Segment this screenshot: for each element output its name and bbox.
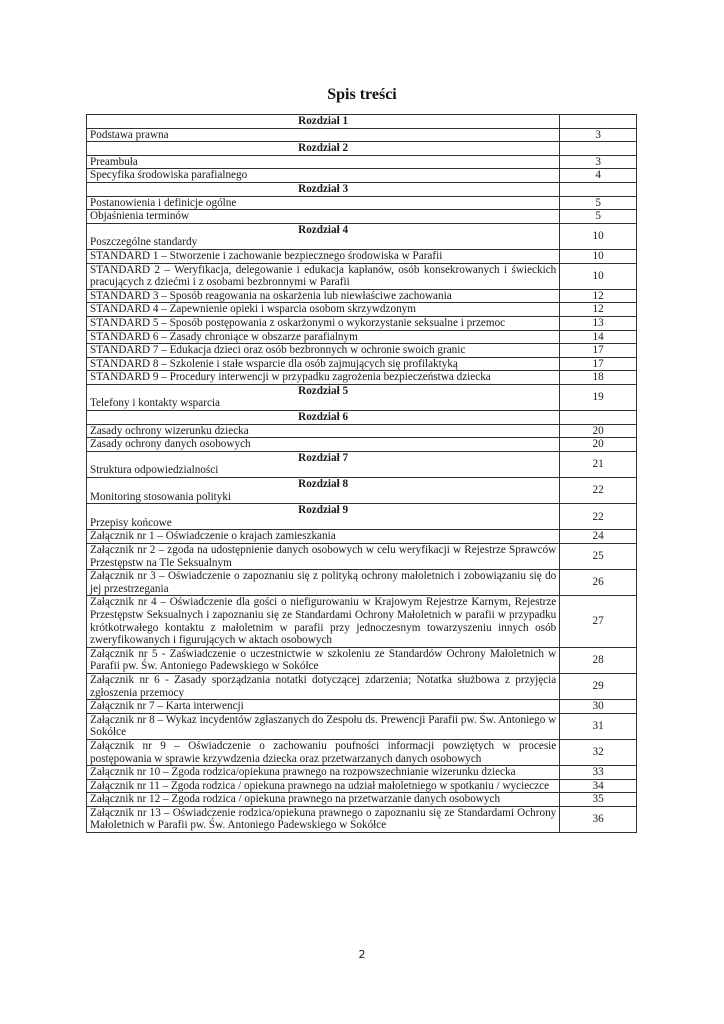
chapter-heading: Rozdział 2 — [87, 142, 560, 156]
toc-page-number: 19 — [560, 384, 637, 410]
toc-entry-row — [87, 196, 637, 210]
chapter-heading: Rozdział 7 — [298, 451, 349, 464]
toc-page-number: 32 — [560, 739, 637, 765]
toc-entry-row — [87, 128, 637, 142]
toc-chapter-row — [87, 182, 637, 196]
toc-entry-row — [87, 357, 637, 371]
toc-entry-title: Struktura odpowiedzialności — [90, 464, 219, 477]
toc-entry-row — [87, 713, 637, 739]
toc-chapter-row — [87, 142, 637, 156]
toc-entry-row — [87, 596, 637, 647]
toc-entry-title: Podstawa prawna — [87, 128, 560, 142]
toc-chapter-row — [87, 504, 637, 530]
toc-page-number — [560, 115, 637, 129]
chapter-cell — [87, 223, 560, 249]
chapter-cell — [87, 478, 560, 504]
toc-entry-row — [87, 700, 637, 714]
toc-entry-title: Załącznik nr 2 – zgoda na udostępnienie danych osobowych w celu weryfikacji w Rejestrze Sprawców Przestępstw na Tle Seksualnym — [87, 544, 560, 570]
toc-entry-row — [87, 249, 637, 263]
toc-page-number: 10 — [560, 249, 637, 263]
toc-entry-title: Załącznik nr 11 – Zgoda rodzica / opiekuna prawnego na udział małoletniego w spotkaniu / wycieczce — [87, 779, 560, 793]
toc-page-number: 4 — [560, 169, 637, 183]
chapter-heading: Rozdział 1 — [87, 115, 560, 129]
toc-chapter-row — [87, 115, 637, 129]
toc-entry-row — [87, 793, 637, 807]
toc-entry-title: Poszczególne standardy — [90, 236, 198, 249]
toc-page-number: 29 — [560, 673, 637, 699]
toc-entry-title: Specyfika środowiska parafialnego — [87, 169, 560, 183]
toc-body — [87, 115, 637, 833]
chapter-cell — [87, 451, 560, 477]
toc-page-number: 22 — [560, 504, 637, 530]
chapter-heading: Rozdział 5 — [298, 384, 349, 397]
toc-page-number: 12 — [560, 303, 637, 317]
toc-page-number: 27 — [560, 596, 637, 647]
toc-entry-row — [87, 779, 637, 793]
toc-entry-row — [87, 169, 637, 183]
chapter-heading: Rozdział 6 — [87, 411, 560, 425]
toc-entry-title: Preambuła — [87, 155, 560, 169]
toc-entry-row — [87, 303, 637, 317]
toc-chapter-row — [87, 411, 637, 425]
toc-entry-row — [87, 673, 637, 699]
toc-entry-title: STANDARD 4 – Zapewnienie opieki i wsparcia osobom skrzywdzonym — [87, 303, 560, 317]
toc-entry-row — [87, 424, 637, 438]
toc-entry-title: Załącznik nr 1 – Oświadczenie o krajach zamieszkania — [87, 530, 560, 544]
toc-entry-row — [87, 806, 637, 832]
toc-entry-title: Załącznik nr 3 – Oświadczenie o zapoznaniu się z polityką ochrony małoletnich i zobowiązaniu się do jej przestrzegania — [87, 570, 560, 596]
toc-page-number: 20 — [560, 424, 637, 438]
toc-page-number: 17 — [560, 344, 637, 358]
toc-entry-row — [87, 344, 637, 358]
toc-page-number: 12 — [560, 289, 637, 303]
chapter-heading: Rozdział 4 — [298, 223, 349, 236]
toc-entry-row — [87, 330, 637, 344]
toc-entry-title: Załącznik nr 8 – Wykaz incydentów zgłaszanych do Zespołu ds. Prewencji Parafii pw. Św. Antoniego w Sokółce — [87, 713, 560, 739]
toc-page-number: 33 — [560, 766, 637, 780]
toc-entry-row — [87, 570, 637, 596]
page-title: Spis treści — [327, 86, 397, 103]
toc-chapter-row — [87, 478, 637, 504]
toc-entry-row — [87, 766, 637, 780]
toc-page-number: 24 — [560, 530, 637, 544]
toc-page-number: 35 — [560, 793, 637, 807]
toc-entry-title: Zasady ochrony danych osobowych — [87, 438, 560, 452]
toc-entry-title: Telefony i kontakty wsparcia — [90, 397, 221, 410]
toc-entry-row — [87, 530, 637, 544]
toc-page-number: 22 — [560, 478, 637, 504]
toc-entry-title: Załącznik nr 12 – Zgoda rodzica / opiekuna prawnego na przetwarzanie danych osobowych — [87, 793, 560, 807]
toc-entry-row — [87, 647, 637, 673]
toc-entry-title: Załącznik nr 13 – Oświadczenie rodzica/opiekuna prawnego o zapoznaniu się ze Standardami Ochrony Małoletnich w Parafii pw. Św. Antoniego Padewskiego w Sokółce — [87, 806, 560, 832]
toc-entry-title: STANDARD 1 – Stworzenie i zachowanie bezpiecznego środowiska w Parafii — [87, 249, 560, 263]
toc-page-number: 3 — [560, 155, 637, 169]
toc-page-number: 18 — [560, 371, 637, 385]
toc-entry-title: STANDARD 8 – Szkolenie i stałe wsparcie dla osób zajmujących się profilaktyką — [87, 357, 560, 371]
toc-page-number — [560, 411, 637, 425]
chapter-heading: Rozdział 9 — [298, 504, 349, 517]
page-number: 2 — [358, 948, 366, 961]
toc-entry-title: Monitoring stosowania polityki — [90, 490, 232, 503]
toc-page-number: 25 — [560, 544, 637, 570]
toc-entry-title: Załącznik nr 6 - Zasady sporządzania notatki dotyczącej zdarzenia; Notatka służbowa z przyjęcia zgłoszenia przemocy — [87, 673, 560, 699]
toc-entry-title: STANDARD 3 – Sposób reagowania na oskarżenia lub niewłaściwe zachowania — [87, 289, 560, 303]
toc-page-number: 10 — [560, 263, 637, 289]
toc-entry-title: STANDARD 9 – Procedury interwencji w przypadku zagrożenia bezpieczeństwa dziecka — [87, 371, 560, 385]
chapter-cell — [87, 504, 560, 530]
toc-entry-title: Załącznik nr 5 - Zaświadczenie o uczestnictwie w szkoleniu ze Standardów Ochrony Małoletnich w Parafii pw. Św. Antoniego Padewskiego w Sokółce — [87, 647, 560, 673]
toc-page-number: 26 — [560, 570, 637, 596]
toc-page-number: 28 — [560, 647, 637, 673]
toc-page-number — [560, 182, 637, 196]
toc-entry-row — [87, 155, 637, 169]
toc-entry-row — [87, 289, 637, 303]
toc-entry-row — [87, 263, 637, 289]
toc-entry-row — [87, 316, 637, 330]
chapter-heading: Rozdział 8 — [298, 478, 349, 491]
toc-page-number: 30 — [560, 700, 637, 714]
toc-entry-title: STANDARD 6 – Zasady chroniące w obszarze parafialnym — [87, 330, 560, 344]
toc-entry-title: Przepisy końcowe — [90, 516, 172, 529]
toc-page-number: 21 — [560, 451, 637, 477]
toc-entry-title: Załącznik nr 7 – Karta interwencji — [87, 700, 560, 714]
toc-page-number: 34 — [560, 779, 637, 793]
toc-page-number: 3 — [560, 128, 637, 142]
toc-page-number: 31 — [560, 713, 637, 739]
toc-entry-row — [87, 739, 637, 765]
toc-page-number: 13 — [560, 316, 637, 330]
toc-entry-row — [87, 438, 637, 452]
toc-entry-title: STANDARD 2 – Weryfikacja, delegowanie i edukacja kapłanów, osób konsekrowanych i świeckich pracujących z dziećmi i z osobami bezbronnymi w Parafii — [87, 263, 560, 289]
toc-entry-title: Objaśnienia terminów — [87, 210, 560, 224]
toc-page-number: 10 — [560, 223, 637, 249]
toc-entry-title: STANDARD 5 – Sposób postępowania z oskarżonymi o wykorzystanie seksualne i przemoc — [87, 316, 560, 330]
chapter-cell — [87, 384, 560, 410]
toc-chapter-row — [87, 384, 637, 410]
toc-entry-title: STANDARD 7 – Edukacja dzieci oraz osób bezbronnych w ochronie swoich granic — [87, 344, 560, 358]
toc-page-number: 17 — [560, 357, 637, 371]
chapter-heading: Rozdział 3 — [87, 182, 560, 196]
toc-chapter-row — [87, 223, 637, 249]
toc-entry-row — [87, 371, 637, 385]
toc-entry-row — [87, 544, 637, 570]
table-of-contents — [86, 114, 637, 833]
toc-page-number: 20 — [560, 438, 637, 452]
toc-entry-title: Zasady ochrony wizerunku dziecka — [87, 424, 560, 438]
toc-entry-title: Załącznik nr 4 – Oświadczenie dla gości o niefigurowaniu w Krajowym Rejestrze Karnym, Rejestrze Przestępstw Seksualnych i zapoznaniu się ze Standardami Ochrony Małoletnich w parafii w przypadku krótkotrwałego kontaktu z małoletnim w parafii przy jednoczesnym towarzyszeniu innych osób zweryfikowanych i figurujących w aktach osobowych — [87, 596, 560, 647]
toc-page-number: 5 — [560, 210, 637, 224]
toc-entry-row — [87, 210, 637, 224]
toc-entry-title: Załącznik nr 10 – Zgoda rodzica/opiekuna prawnego na rozpowszechnianie wizerunku dziecka — [87, 766, 560, 780]
toc-page-number — [560, 142, 637, 156]
toc-page-number: 14 — [560, 330, 637, 344]
toc-entry-title: Załącznik nr 9 – Oświadczenie o zachowaniu poufności informacji powziętych w procesie postępowania w sprawie krzywdzenia dziecka oraz przetwarzanych danych osobowych — [87, 739, 560, 765]
toc-chapter-row — [87, 451, 637, 477]
toc-entry-title: Postanowienia i definicje ogólne — [87, 196, 560, 210]
toc-page-number: 5 — [560, 196, 637, 210]
toc-page-number: 36 — [560, 806, 637, 832]
